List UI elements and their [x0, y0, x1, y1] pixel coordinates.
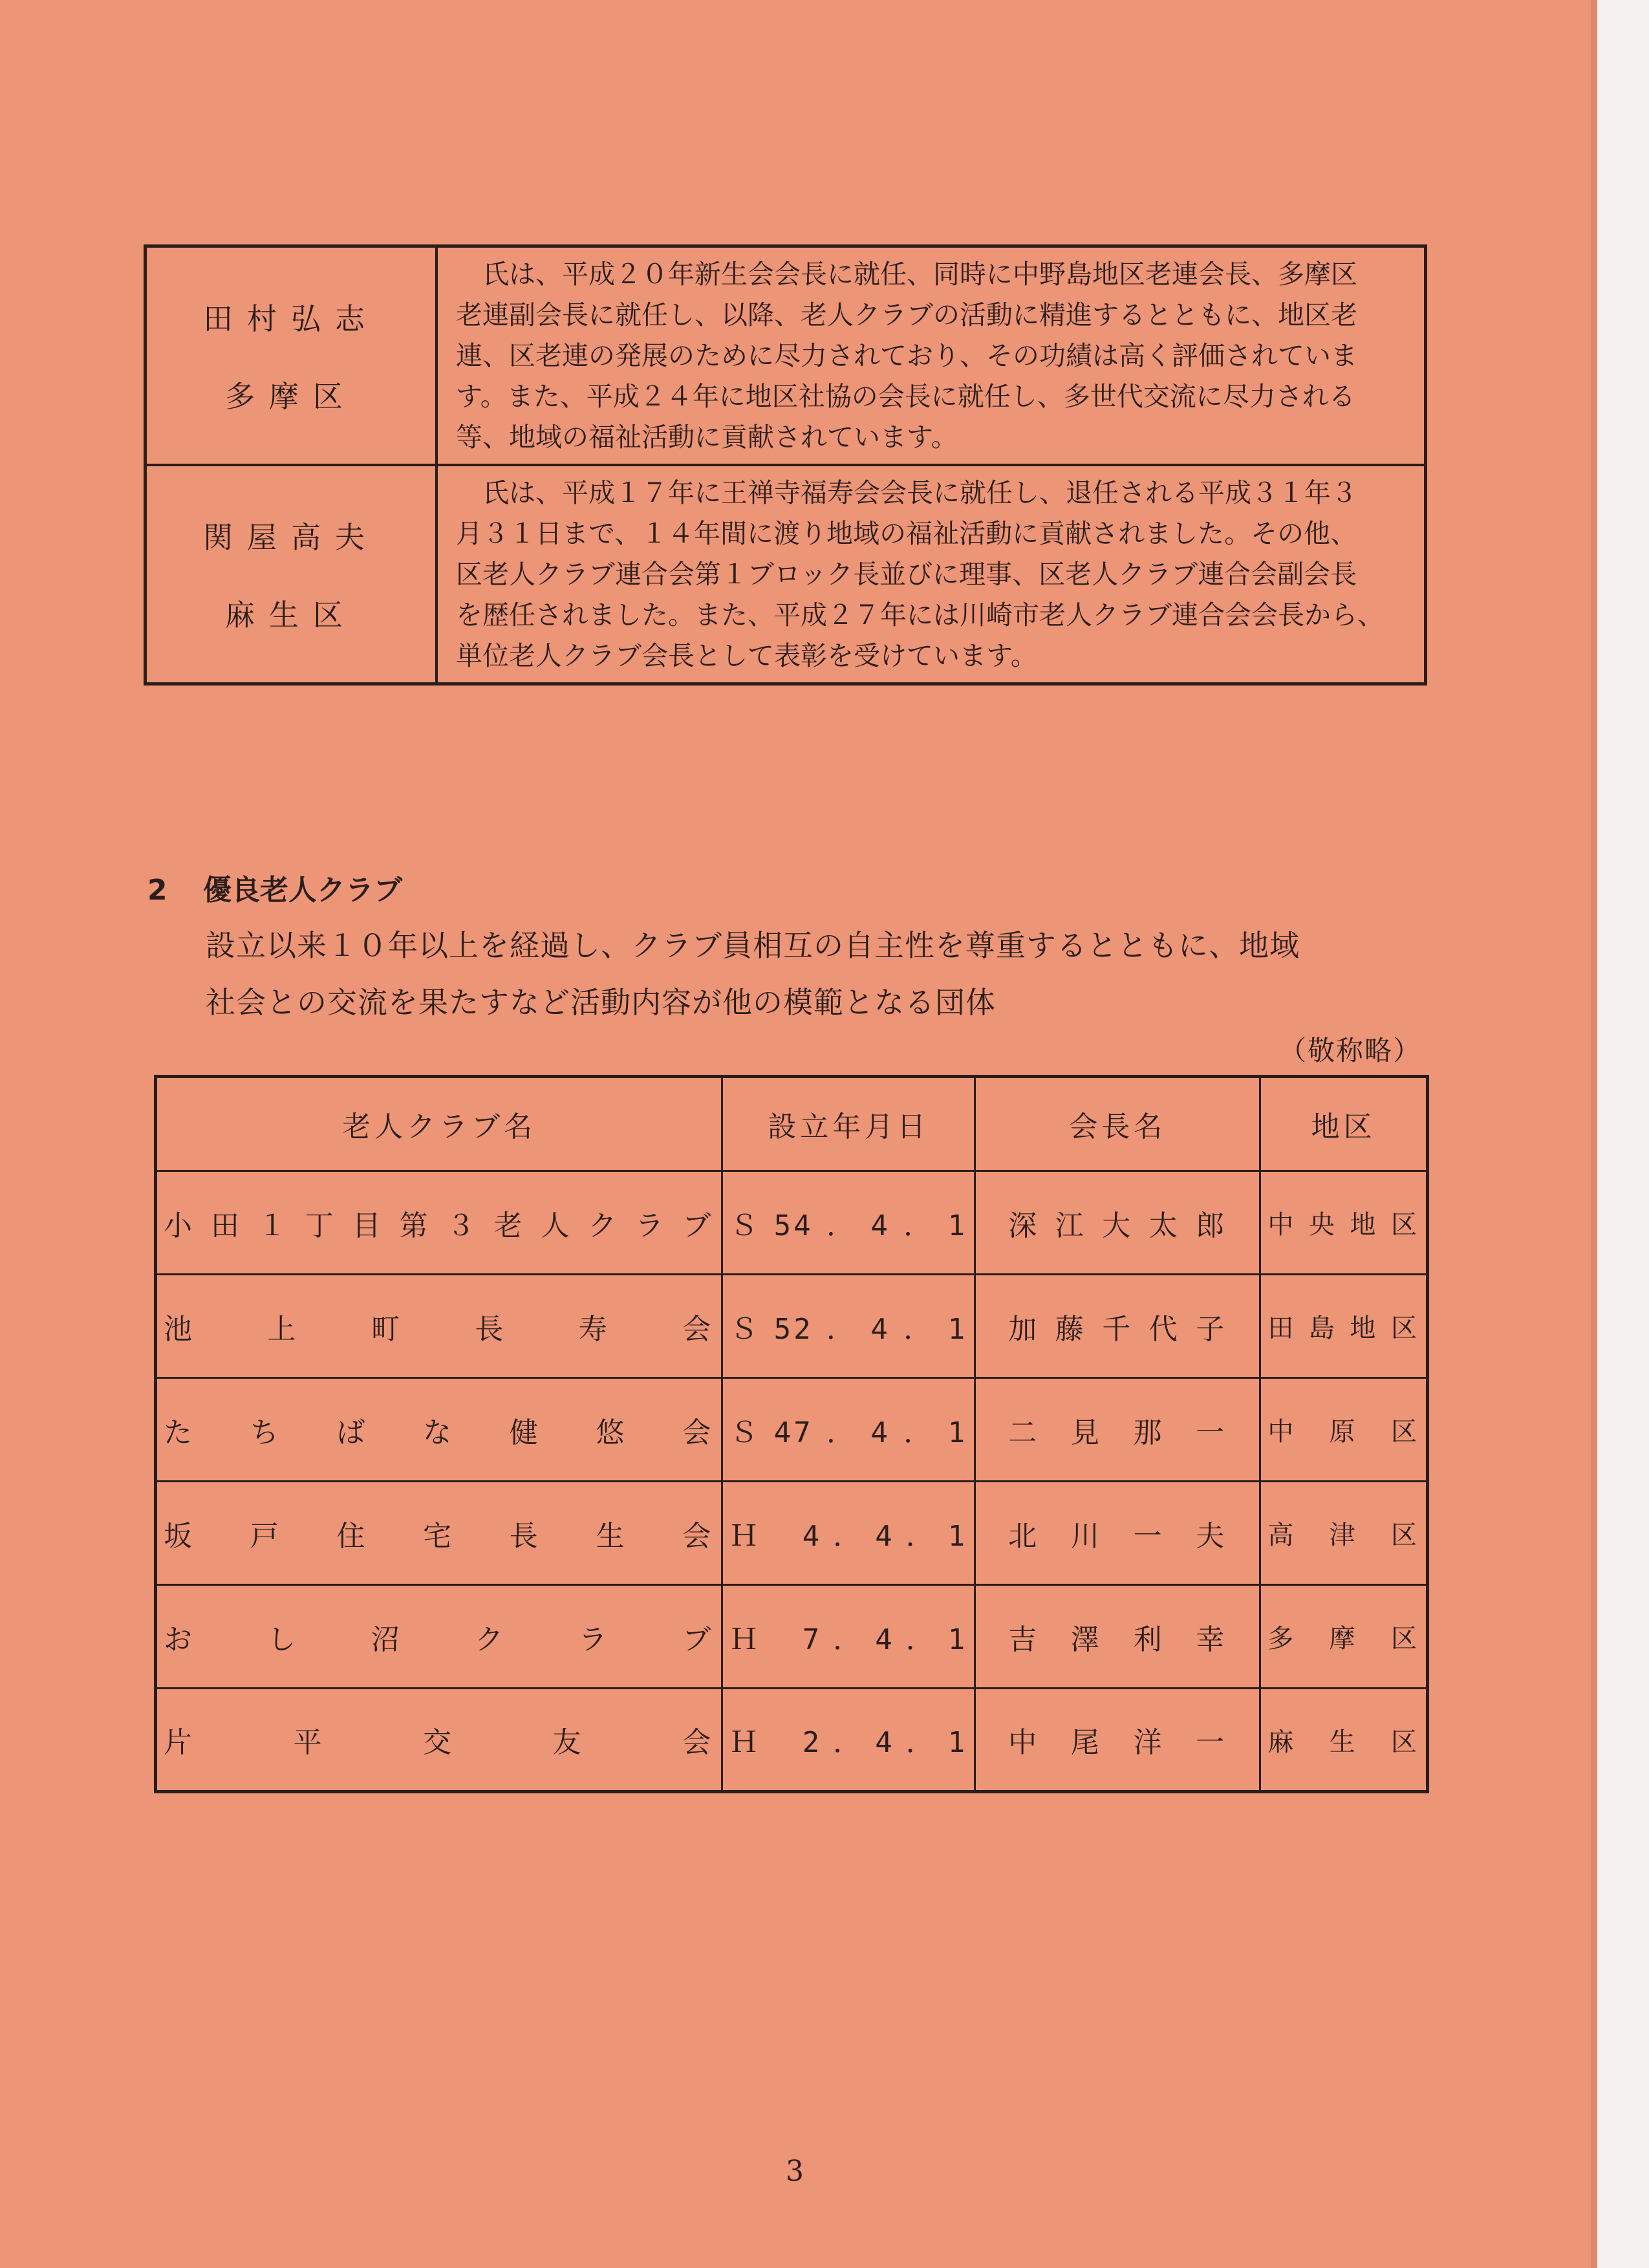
- table-row: [156, 1482, 1428, 1585]
- district: 田島地区: [1260, 1275, 1428, 1378]
- founded-date: Ｓ47．4．1: [722, 1378, 975, 1482]
- section-title: 優良老人クラブ: [202, 874, 402, 907]
- honorific-note: （敬称略）: [1279, 1035, 1422, 1066]
- award-person-cell: [147, 466, 438, 682]
- award-description-line: 氏は、平成１７年に王禅寺福寿会会長に就任し、退任される平成３１年３: [482, 477, 1357, 508]
- club-name: 小田１丁目第３老人クラブ: [156, 1171, 722, 1275]
- section-number: 2: [147, 874, 167, 907]
- award-description-line: 老連副会長に就任し、以降、老人クラブの活動に精進するとともに、地区老: [456, 299, 1357, 330]
- header-founded-date: 設立年月日: [722, 1077, 975, 1171]
- header-president: 会長名: [975, 1077, 1260, 1171]
- table-row: [156, 1378, 1428, 1482]
- table-row: [156, 1585, 1428, 1689]
- award-row: [147, 464, 1424, 682]
- founded-date: Ｈ 2．4．1: [722, 1689, 975, 1792]
- award-description-line: 等、地域の福祉活動に貢献されています。: [456, 422, 958, 453]
- award-description-line: 区老人クラブ連合会第１ブロック長並びに理事、区老人クラブ連合会副会長: [456, 559, 1357, 590]
- club-name: 池上町長寿会: [156, 1275, 722, 1378]
- scan-edge-shadow: [1591, 0, 1597, 2268]
- section-description: [206, 917, 1421, 1031]
- section-heading: [147, 867, 402, 908]
- award-person-district: 麻生区: [225, 598, 357, 632]
- scan-paper-edge: [1597, 0, 1649, 2268]
- club-table-header-row: [156, 1077, 1428, 1171]
- club-table: [154, 1075, 1429, 1793]
- award-table: [144, 244, 1427, 686]
- award-person-cell: [147, 248, 438, 464]
- president-name: 吉澤利幸: [975, 1585, 1260, 1689]
- president-name: 加藤千代子: [975, 1275, 1260, 1378]
- table-row: [156, 1171, 1428, 1275]
- founded-date: Ｈ 4．4．1: [722, 1482, 975, 1585]
- president-name: 中尾洋一: [975, 1689, 1260, 1792]
- header-club-name: 老人クラブ名: [156, 1077, 722, 1171]
- table-row: [156, 1275, 1428, 1378]
- president-name: 深江大太郎: [975, 1171, 1260, 1275]
- district: 中央地区: [1260, 1171, 1428, 1275]
- founded-date: Ｓ54．4．1: [722, 1171, 975, 1275]
- club-name: 坂戸住宅長生会: [156, 1482, 722, 1585]
- award-person-name: 関屋高夫: [203, 520, 379, 555]
- award-description-line: す。また、平成２４年に地区社協の会長に就任し、多世代交流に尽力される: [456, 381, 1355, 412]
- award-description: [438, 466, 1424, 682]
- table-row: [156, 1689, 1428, 1792]
- header-district: 地区: [1260, 1077, 1428, 1171]
- district: 中原区: [1260, 1378, 1428, 1482]
- district: 高津区: [1260, 1482, 1428, 1585]
- president-name: 北川一夫: [975, 1482, 1260, 1585]
- award-description-line: 月３１日まで、１４年間に渡り地域の福祉活動に貢献されました。その他、: [456, 518, 1357, 549]
- club-name: たちばな健悠会: [156, 1378, 722, 1482]
- section-description-line: 社会との交流を果たすなど活動内容が他の模範となる団体: [206, 985, 996, 1020]
- founded-date: Ｈ 7．4．1: [722, 1585, 975, 1689]
- president-name: 二見那一: [975, 1378, 1260, 1482]
- award-person-name: 田村弘志: [203, 301, 379, 336]
- award-description: [438, 248, 1424, 464]
- club-name: 片平交友会: [156, 1689, 722, 1792]
- page-number: 3: [786, 2155, 804, 2188]
- award-description-line: 連、区老連の発展のために尽力されており、その功績は高く評価されていま: [456, 340, 1357, 371]
- founded-date: Ｓ52．4．1: [722, 1275, 975, 1378]
- award-row: [147, 248, 1424, 464]
- section-description-line: 設立以来１０年以上を経過し、クラブ員相互の自主性を尊重するとともに、地域: [206, 928, 1300, 963]
- district: 麻生区: [1260, 1689, 1428, 1792]
- award-description-line: を歴任されました。また、平成２７年には川崎市老人クラブ連合会会長から、: [456, 599, 1384, 631]
- district: 多摩区: [1260, 1585, 1428, 1689]
- award-description-line: 氏は、平成２０年新生会会長に就任、同時に中野島地区老連会長、多摩区: [482, 259, 1357, 290]
- award-person-district: 多摩区: [225, 379, 357, 414]
- club-name: おし沼クラブ: [156, 1585, 722, 1689]
- award-description-line: 単位老人クラブ会長として表彰を受けています。: [456, 640, 1037, 671]
